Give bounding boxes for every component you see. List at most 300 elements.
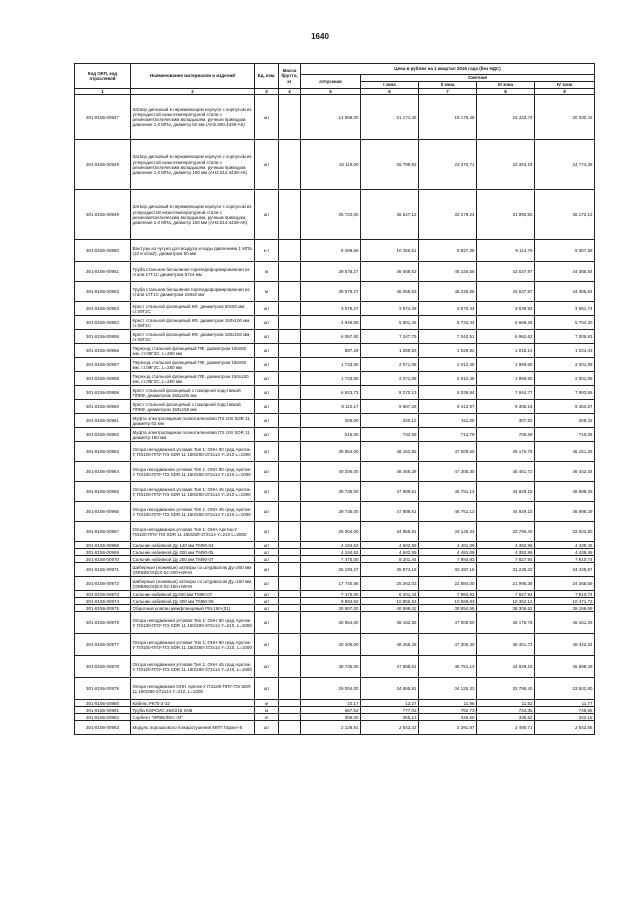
cell-release-price: 615,00 — [301, 428, 361, 442]
cell-zone-2-price: 2 012,45 — [419, 372, 477, 386]
cell-zone-2-price: 23 370,71 — [419, 140, 477, 190]
cell-mass — [279, 330, 301, 344]
cell-zone-3-price: 21 995,36 — [477, 577, 535, 591]
table-row — [75, 542, 595, 549]
cell-zone-3-price: 1 989,60 — [477, 358, 535, 372]
table-row — [75, 140, 595, 190]
cell-name: Переход стальной фланцевый ПФ, диаметром 150х100 мм, ст.09Г2С, L=250 мм — [131, 372, 255, 386]
cell-zone-1-price: 48 152,55 — [361, 442, 419, 462]
cell-zone-4-price: 4 439,45 — [535, 549, 595, 556]
cell-release-price: 9 894,92 — [301, 598, 361, 605]
cell-mass — [279, 386, 301, 400]
cell-code: 301-8156-00970 — [75, 556, 131, 563]
cell-release-price: 887,29 — [301, 344, 361, 358]
cell-mass — [279, 95, 301, 140]
cell-code: 301-8156-00951 — [75, 262, 131, 282]
cell-unit: м — [255, 707, 279, 714]
cell-release-price: 39 578,27 — [301, 282, 361, 302]
cell-code: 301-8156-00968 — [75, 542, 131, 549]
table-row — [75, 442, 595, 462]
cell-release-price: 10,17 — [301, 700, 361, 707]
cell-code: 301-8156-00965 — [75, 482, 131, 502]
cell-release-price: 2 128,81 — [301, 721, 361, 735]
cell-mass — [279, 563, 301, 577]
cell-code: 301-8156-00947 — [75, 95, 131, 140]
cell-zone-4-price: 748,65 — [535, 707, 595, 714]
cell-zone-3-price: 32 795,40 — [477, 678, 535, 700]
cell-zone-1-price: 320,12 — [361, 414, 419, 428]
header-estimate: Сметная — [361, 75, 595, 82]
cell-unit: шт — [255, 372, 279, 386]
cell-unit: м — [255, 282, 279, 302]
table-row — [75, 358, 595, 372]
cell-zone-1-price: 47 888,61 — [361, 502, 419, 522]
cell-zone-2-price: 3 570,44 — [419, 302, 477, 316]
cell-zone-2-price: 5 734,34 — [419, 316, 477, 330]
table-row — [75, 522, 595, 542]
cell-mass — [279, 462, 301, 482]
cell-release-price: 7 475,00 — [301, 591, 361, 598]
cell-release-price: 40 206,00 — [301, 462, 361, 482]
table-row — [75, 598, 595, 605]
cell-mass — [279, 414, 301, 428]
cell-name: Крест стальной фланцевый с пожарной подставкой ППКФ, диаметром 150х150 мм — [131, 400, 255, 414]
cell-zone-2-price: 762,73 — [419, 707, 477, 714]
cell-unit: шт — [255, 140, 279, 190]
cell-zone-2-price: 2 391,87 — [419, 721, 477, 735]
table-row — [75, 612, 595, 634]
cell-mass — [279, 714, 301, 721]
price-table — [74, 63, 595, 735]
cell-mass — [279, 721, 301, 735]
table-row — [75, 428, 595, 442]
cell-zone-1-price: 47 888,61 — [361, 482, 419, 502]
column-number: 5 — [301, 89, 361, 95]
cell-zone-2-price: 46 751,13 — [419, 502, 477, 522]
cell-code: 301-8156-00981 — [75, 707, 131, 714]
cell-zone-3-price: 734,35 — [477, 707, 535, 714]
cell-zone-1-price: 40 998,42 — [361, 605, 419, 612]
cell-zone-4-price: 33 502,80 — [535, 678, 595, 700]
cell-zone-1-price: 25 799,82 — [361, 140, 419, 190]
cell-zone-4-price: 44 385,84 — [535, 282, 595, 302]
cell-zone-2-price: 1 029,82 — [419, 344, 477, 358]
cell-mass — [279, 598, 301, 605]
cell-unit: шт — [255, 678, 279, 700]
cell-zone-4-price: 33 502,80 — [535, 522, 595, 542]
page-number: 1640 — [311, 32, 329, 41]
cell-mass — [279, 344, 301, 358]
cell-zone-3-price: 5 669,26 — [477, 316, 535, 330]
cell-name: Опора неподвижная угловая Тип 1: ОНН 45 град Арктик-У ПЭ100-ППУ-ПЭ SDR 11 160/280-372х14 Y=210 L=1000 — [131, 502, 255, 522]
cell-unit: шт — [255, 386, 279, 400]
cell-name: Опора неподвижная угловая Тип 1: ОНН Арктик-У ПЭ100-ППУ-ПЭ SDR 11 160/280-372х14 Y=210 L=2000 — [131, 522, 255, 542]
table-row — [75, 262, 595, 282]
cell-unit: шт — [255, 563, 279, 577]
cell-name: Сорбент "ИРВЕЛЕН -М" — [131, 714, 255, 721]
cell-release-price: 18 118,00 — [301, 140, 361, 190]
cell-name: Муфта электросварная полиэтиленовая ПЭ 100 SDR 11 диаметр 63 мм — [131, 414, 255, 428]
cell-zone-3-price: 2 490,71 — [477, 721, 535, 735]
column-number: 3 — [255, 89, 279, 95]
cell-zone-1-price: 355,13 — [361, 714, 419, 721]
cell-zone-2-price: 46 751,13 — [419, 482, 477, 502]
header-mass: Масса брутто, кг — [279, 64, 301, 89]
cell-zone-4-price: 46 151,26 — [535, 442, 595, 462]
cell-zone-2-price: 2 012,45 — [419, 358, 477, 372]
cell-code: 301-8156-00966 — [75, 502, 131, 522]
header-zone-2: II зона — [419, 82, 477, 89]
cell-code: 301-8156-00972 — [75, 577, 131, 591]
header-zone-3: III зона — [477, 82, 535, 89]
cell-zone-2-price: 34 125,33 — [419, 522, 477, 542]
cell-zone-2-price: 346,60 — [419, 714, 477, 721]
cell-name: Переход стальной фланцевый ПФ, диаметром 100х50 мм, ст.09Г2С, L=250 мм — [131, 344, 255, 358]
cell-zone-3-price: 31 235,22 — [477, 563, 535, 577]
cell-mass — [279, 428, 301, 442]
cell-release-price: 7 475,00 — [301, 556, 361, 563]
cell-mass — [279, 240, 301, 262]
cell-zone-1-price: 4 602,59 — [361, 549, 419, 556]
cell-unit: шт — [255, 605, 279, 612]
cell-zone-2-price: 39 854,58 — [419, 605, 477, 612]
cell-zone-4-price: 342,16 — [535, 714, 595, 721]
table-row — [75, 344, 595, 358]
header-code: Код ОКП, код отраслевой — [75, 64, 131, 89]
cell-release-price: 39 954,00 — [301, 612, 361, 634]
cell-name: Затвор дисковый в нержавеющем корпусе с корпусом из углеродистой низкотемпературной стали с резинометаллическим вкладышем, ручным приводом, давление 1,0 МПа, диаметр 150 мм (АН2.514.4439-АК) — [131, 190, 255, 240]
cell-zone-3-price: 6 962,62 — [477, 330, 535, 344]
cell-zone-3-price: 307,52 — [477, 414, 535, 428]
cell-code: 301-8156-00950 — [75, 240, 131, 262]
cell-code: 301-8156-00974 — [75, 598, 131, 605]
cell-zone-2-price: 9 827,35 — [419, 240, 477, 262]
table-row — [75, 721, 595, 735]
cell-mass — [279, 700, 301, 707]
cell-zone-4-price: 24 774,45 — [535, 140, 595, 190]
cell-mass — [279, 612, 301, 634]
cell-zone-1-price: 2 543,42 — [361, 721, 419, 735]
table-row — [75, 414, 595, 428]
cell-mass — [279, 190, 301, 240]
cell-zone-2-price: 11,98 — [419, 700, 477, 707]
table-row — [75, 605, 595, 612]
cell-name: Труба стальная бесшовная горячедеформированная из стали 17Г1С диаметром 57х4 мм — [131, 262, 255, 282]
cell-unit: шт — [255, 358, 279, 372]
cell-unit: шт — [255, 591, 279, 598]
cell-code: 301-8156-00973 — [75, 591, 131, 598]
cell-code: 301-8156-00977 — [75, 634, 131, 656]
cell-release-price: 305,00 — [301, 714, 361, 721]
cell-name: Опора неподвижная угловая Тип 1: ОНН 90 град Арктик-У ПЭ100-ППУ-ПЭ SDR 11 160/280-372х14 Y=210 L=1000 — [131, 442, 255, 462]
cell-code: 301-8156-00983 — [75, 721, 131, 735]
cell-zone-2-price: 45 220,56 — [419, 282, 477, 302]
cell-zone-2-price: 9 412,97 — [419, 400, 477, 414]
header-release: отпускная — [301, 75, 361, 89]
cell-code: 301-8156-00962 — [75, 428, 131, 442]
cell-release-price: 30 887,00 — [301, 605, 361, 612]
table-row — [75, 634, 595, 656]
table-row — [75, 400, 595, 414]
cell-zone-1-price: 21 171,45 — [361, 95, 419, 140]
table-row — [75, 482, 595, 502]
cell-unit: м — [255, 262, 279, 282]
cell-zone-3-price: 4 392,86 — [477, 542, 535, 549]
cell-release-price: 39 735,00 — [301, 482, 361, 502]
table-row — [75, 549, 595, 556]
cell-zone-4-price: 46 442,34 — [535, 462, 595, 482]
cell-zone-4-price: 11,77 — [535, 700, 595, 707]
cell-zone-2-price: 8 035,94 — [419, 386, 477, 400]
cell-release-price: 29 004,00 — [301, 522, 361, 542]
cell-name: Сальник набивной Ду 250 мм ТМ90-07 — [131, 556, 255, 563]
cell-zone-3-price: 22 463,18 — [477, 140, 535, 190]
table-row — [75, 678, 595, 700]
cell-code: 301-8156-00964 — [75, 462, 131, 482]
cell-code: 301-8156-00954 — [75, 316, 131, 330]
cell-zone-4-price: 2 542,65 — [535, 721, 595, 735]
cell-unit: шт — [255, 302, 279, 316]
cell-release-price: 39 735,00 — [301, 656, 361, 678]
cell-mass — [279, 656, 301, 678]
cell-unit: шт — [255, 721, 279, 735]
cell-name: Крест стальной фланцевый с пожарной подставкой ППКФ, диаметром 150х100 мм — [131, 386, 255, 400]
cell-unit: кг — [255, 714, 279, 721]
cell-zone-1-price: 777,03 — [361, 707, 419, 714]
cell-zone-4-price: 9 363,67 — [535, 400, 595, 414]
cell-unit: шт — [255, 316, 279, 330]
cell-unit: шт — [255, 598, 279, 605]
cell-zone-2-price: 22 884,00 — [419, 577, 477, 591]
cell-zone-1-price: 8 201,44 — [361, 591, 419, 598]
cell-zone-1-price: 8 270,13 — [361, 386, 419, 400]
cell-zone-4-price: 20 330,42 — [535, 95, 595, 140]
cell-release-price: 29 004,00 — [301, 678, 361, 700]
cell-zone-3-price: 1 018,14 — [477, 344, 535, 358]
cell-code: 301-8156-00956 — [75, 344, 131, 358]
cell-release-price: 667,53 — [301, 707, 361, 714]
cell-release-price: 40 206,00 — [301, 634, 361, 656]
cell-zone-3-price: 705,69 — [477, 428, 535, 442]
cell-zone-3-price: 45 176,78 — [477, 442, 535, 462]
cell-zone-1-price: 4 602,59 — [361, 542, 419, 549]
table-row — [75, 714, 595, 721]
cell-zone-3-price: 38 306,62 — [477, 605, 535, 612]
cell-zone-3-price: 43 537,87 — [477, 282, 535, 302]
cell-name: Затвор дисковый в нержавеющем корпусе с корпусом из углеродистой низкотемпературной стали с резинометаллическим вкладышем, ручным приводом, давление 1,0 МПа, диаметр 100 мм (АН2.512.4439-АК) — [131, 140, 255, 190]
cell-mass — [279, 400, 301, 414]
cell-zone-4-price: 2 001,89 — [535, 358, 595, 372]
cell-zone-3-price: 32 795,40 — [477, 522, 535, 542]
cell-unit: шт — [255, 612, 279, 634]
cell-name: Вантузы из чугуна для воздуха и воды давлением 1 МПа (10 кгс/см2), диаметром 50 мм — [131, 240, 255, 262]
cell-name: Крест стальной фланцевый КФ, диаметром 150х150 мм, ст.09Г2С — [131, 330, 255, 344]
cell-code: 301-8156-00955 — [75, 330, 131, 344]
cell-zone-4-price: 4 439,45 — [535, 542, 595, 549]
cell-zone-1-price: 48 456,28 — [361, 462, 419, 482]
cell-release-price: 4 194,62 — [301, 549, 361, 556]
cell-release-price: 39 954,00 — [301, 442, 361, 462]
cell-unit: шт — [255, 95, 279, 140]
cell-zone-1-price: 5 901,45 — [361, 316, 419, 330]
header-zone-4: IV зона — [535, 82, 595, 89]
cell-code: 301-8156-00971 — [75, 563, 131, 577]
cell-zone-2-price: 33 179,24 — [419, 190, 477, 240]
cell-zone-4-price: 35 172,12 — [535, 190, 595, 240]
cell-zone-2-price: 47 008,60 — [419, 442, 477, 462]
cell-zone-1-price: 46 068,53 — [361, 282, 419, 302]
cell-release-price: 4 949,50 — [301, 316, 361, 330]
cell-zone-1-price: 10 856,53 — [361, 598, 419, 605]
cell-zone-4-price: 5 704,30 — [535, 316, 595, 330]
cell-code: 301-8156-00959 — [75, 386, 131, 400]
cell-mass — [279, 442, 301, 462]
cell-code: 301-8156-00961 — [75, 414, 131, 428]
cell-zone-4-price: 7 910,74 — [535, 556, 595, 563]
cell-zone-2-price: 311,05 — [419, 414, 477, 428]
cell-zone-1-price: 48 152,55 — [361, 612, 419, 634]
cell-code: 301-8156-00960 — [75, 400, 131, 414]
cell-unit: к-т — [255, 240, 279, 262]
cell-release-price: 17 740,86 — [301, 577, 361, 591]
cell-zone-3-price: 18 433,74 — [477, 95, 535, 140]
cell-mass — [279, 678, 301, 700]
column-number: 2 — [131, 89, 255, 95]
cell-unit: шт — [255, 428, 279, 442]
cell-zone-1-price: 48 456,28 — [361, 634, 419, 656]
table-row — [75, 577, 595, 591]
cell-unit: шт — [255, 577, 279, 591]
cell-unit: шт — [255, 414, 279, 428]
cell-zone-1-price: 34 955,81 — [361, 522, 419, 542]
cell-code: 301-8156-00963 — [75, 442, 131, 462]
cell-zone-2-price: 19 178,48 — [419, 95, 477, 140]
cell-zone-3-price: 7 827,94 — [477, 591, 535, 598]
cell-zone-2-price: 4 481,09 — [419, 542, 477, 549]
cell-release-price: 5 499,66 — [301, 240, 361, 262]
column-number: 4 — [279, 89, 301, 95]
cell-release-price: 25 722,00 — [301, 190, 361, 240]
cell-zone-2-price: 47 008,60 — [419, 612, 477, 634]
cell-zone-4-price: 46 442,34 — [535, 634, 595, 656]
cell-name: Сальник набивной Ду300 мм ТМ90-07 — [131, 591, 255, 598]
cell-mass — [279, 372, 301, 386]
cell-release-price: 1 733,90 — [301, 358, 361, 372]
table-row — [75, 556, 595, 563]
cell-zone-2-price: 45 220,56 — [419, 262, 477, 282]
cell-release-price: 8 110,17 — [301, 400, 361, 414]
cell-code: 301-8156-00958 — [75, 372, 131, 386]
table-row — [75, 302, 595, 316]
cell-unit: м — [255, 700, 279, 707]
cell-zone-3-price: 9 114,76 — [477, 240, 535, 262]
cell-mass — [279, 707, 301, 714]
cell-zone-4-price: 2 001,89 — [535, 372, 595, 386]
cell-code: 301-8156-00969 — [75, 549, 131, 556]
header-unit: Ед. изм. — [255, 64, 279, 89]
column-number: 1 — [75, 89, 131, 95]
cell-code: 301-8156-00953 — [75, 302, 131, 316]
cell-release-price: 4 194,62 — [301, 542, 361, 549]
cell-mass — [279, 549, 301, 556]
cell-mass — [279, 577, 301, 591]
header-price-title: Цена в рублях на 1 квартал 2016 года (без НДС) — [301, 64, 595, 75]
cell-name: Опора неподвижная угловая Тип 1: ОНН 45 град Арктик-У ПЭ100-ППУ-ПЭ SDR 11 160/280-372х14 Y=210 L=1000 — [131, 482, 255, 502]
cell-zone-3-price: 9 306,18 — [477, 400, 535, 414]
column-number: 6 — [361, 89, 419, 95]
cell-release-price: 3 076,27 — [301, 302, 361, 316]
table-row — [75, 190, 595, 240]
table-row — [75, 707, 595, 714]
table-row — [75, 282, 595, 302]
cell-unit: шт — [255, 442, 279, 462]
cell-unit: шт — [255, 634, 279, 656]
cell-mass — [279, 262, 301, 282]
cell-zone-4-price: 39 156,68 — [535, 605, 595, 612]
cell-unit: шт — [255, 656, 279, 678]
cell-zone-2-price: 7 042,51 — [419, 330, 477, 344]
cell-zone-3-price: 45 461,72 — [477, 462, 535, 482]
cell-zone-3-price: 45 176,78 — [477, 612, 535, 634]
cell-name: Шиберные (ножевые) затворы со штурвалом Ду=200 мм (ORBINOX)EX-02-200-НW-М — [131, 563, 255, 577]
cell-mass — [279, 282, 301, 302]
table-row — [75, 502, 595, 522]
table-row — [75, 656, 595, 678]
cell-zone-3-price: 7 827,94 — [477, 556, 535, 563]
cell-name: Сальник набивной Ду 200 мм ТМ90-05 — [131, 549, 255, 556]
cell-zone-4-price: 7 910,74 — [535, 591, 595, 598]
cell-zone-1-price: 10 456,61 — [361, 240, 419, 262]
cell-code: 301-8156-00957 — [75, 358, 131, 372]
cell-zone-4-price: 7 005,63 — [535, 330, 595, 344]
cell-mass — [279, 482, 301, 502]
cell-zone-4-price: 1 024,43 — [535, 344, 595, 358]
cell-zone-1-price: 734,59 — [361, 428, 419, 442]
cell-zone-1-price: 9 687,29 — [361, 400, 419, 414]
cell-mass — [279, 302, 301, 316]
cell-name: Обратный клапан межфланцевый РМ-150-(01) — [131, 605, 255, 612]
table-row — [75, 240, 595, 262]
cell-name: Опора неподвижная угловая Тип 1: ОНН 90 град Арктик-У ПЭ100-ППУ-ПЭ SDR 11 160/280-372х14 Y=210 L=1000 — [131, 462, 255, 482]
cell-name: Сальник набивной Ду 400 мм ТМ90-09 — [131, 598, 255, 605]
cell-zone-1-price: 2 071,08 — [361, 358, 419, 372]
cell-zone-2-price: 10 569,93 — [419, 598, 477, 605]
cell-zone-3-price: 335,62 — [477, 714, 535, 721]
cell-zone-2-price: 7 984,93 — [419, 591, 477, 598]
table-row — [75, 372, 595, 386]
table-row — [75, 95, 595, 140]
cell-release-price: 1 733,90 — [301, 372, 361, 386]
cell-code: 301-8156-00979 — [75, 678, 131, 700]
cell-release-price: 6 067,60 — [301, 330, 361, 344]
cell-zone-3-price: 45 461,72 — [477, 634, 535, 656]
cell-zone-4-price: 710,05 — [535, 428, 595, 442]
cell-zone-1-price: 8 201,44 — [361, 556, 419, 563]
cell-mass — [279, 542, 301, 549]
cell-code: 301-8156-00978 — [75, 656, 131, 678]
cell-name: Переход стальной фланцевый ПФ, диаметром 150х50 мм, ст.09Г2С, L=250 мм — [131, 358, 255, 372]
cell-code: 301-8156-00980 — [75, 700, 131, 707]
cell-release-price: 39 578,27 — [301, 262, 361, 282]
cell-zone-3-price: 43 537,87 — [477, 262, 535, 282]
cell-zone-3-price: 3 539,93 — [477, 302, 535, 316]
cell-zone-3-price: 44 929,15 — [477, 482, 535, 502]
cell-unit: шт — [255, 556, 279, 563]
cell-release-price: 39 735,00 — [301, 502, 361, 522]
cell-zone-2-price: 46 751,13 — [419, 656, 477, 678]
cell-zone-1-price: 34 955,81 — [361, 678, 419, 700]
cell-unit: шт — [255, 190, 279, 240]
